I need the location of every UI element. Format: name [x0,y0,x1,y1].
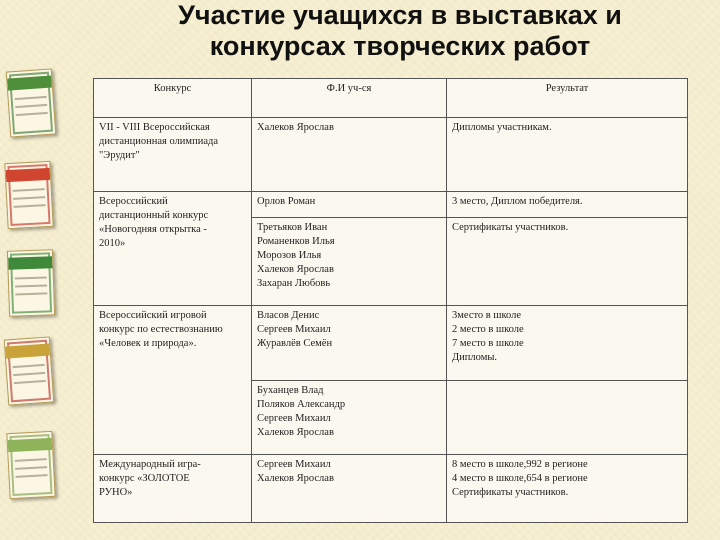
student-cell: Власов Денис Сергеев Михаил Журавлёв Семён [252,306,447,381]
table-row [94,306,688,381]
contest-cell: Международный игра- конкурс «ЗОЛОТОЕ РУНО» [94,455,252,523]
certificate-thumbnail [4,336,54,405]
student-cell: Орлов Роман [252,192,447,218]
contest-cell: Всероссийский дистанционный конкурс «Новогодняя открытка - 2010» [94,192,252,306]
result-cell: 8 место в школе,992 в регионе 4 место в школе,654 в регионе Сертификаты участников. [447,455,688,523]
contest-results-table [93,78,688,523]
student-cell: Третьяков Иван Романенков Илья Морозов Илья Халеков Ярослав Захаран Любовь [252,218,447,306]
title-line-2: конкурсах творческих работ [209,31,591,61]
contest-cell: VII - VIII Всероссийская дистанционная олимпиада "Эрудит" [94,118,252,192]
column-header-student: Ф.И уч-ся [252,79,447,118]
table-row [94,192,688,218]
result-cell: 3 место, Диплом победителя. [447,192,688,218]
student-cell: Сергеев Михаил Халеков Ярослав [252,455,447,523]
title-line-1: Участие учащихся в выставках и [178,0,622,30]
table-header-row [94,79,688,118]
contest-cell: Всероссийский игровой конкурс по естествознанию «Человек и природа». [94,306,252,455]
table-row [94,455,688,523]
result-cell: 3место в школе 2 место в школе 7 место в школе Дипломы. [447,306,688,381]
column-header-result: Результат [447,79,688,118]
result-cell: Сертификаты участников. [447,218,688,306]
certificate-thumbnail [6,68,56,137]
result-cell [447,381,688,455]
certificate-thumbnail [4,161,53,229]
page-title [100,0,700,62]
table-row [94,118,688,192]
result-cell: Дипломы участникам. [447,118,688,192]
certificate-thumbnails [0,70,64,540]
column-header-contest: Конкурс [94,79,252,118]
student-cell: Буханцев Влад Поляков Александр Сергеев Михаил Халеков Ярослав [252,381,447,455]
certificate-thumbnail [7,249,55,317]
certificate-thumbnail [6,431,55,499]
student-cell: Халеков Ярослав [252,118,447,192]
